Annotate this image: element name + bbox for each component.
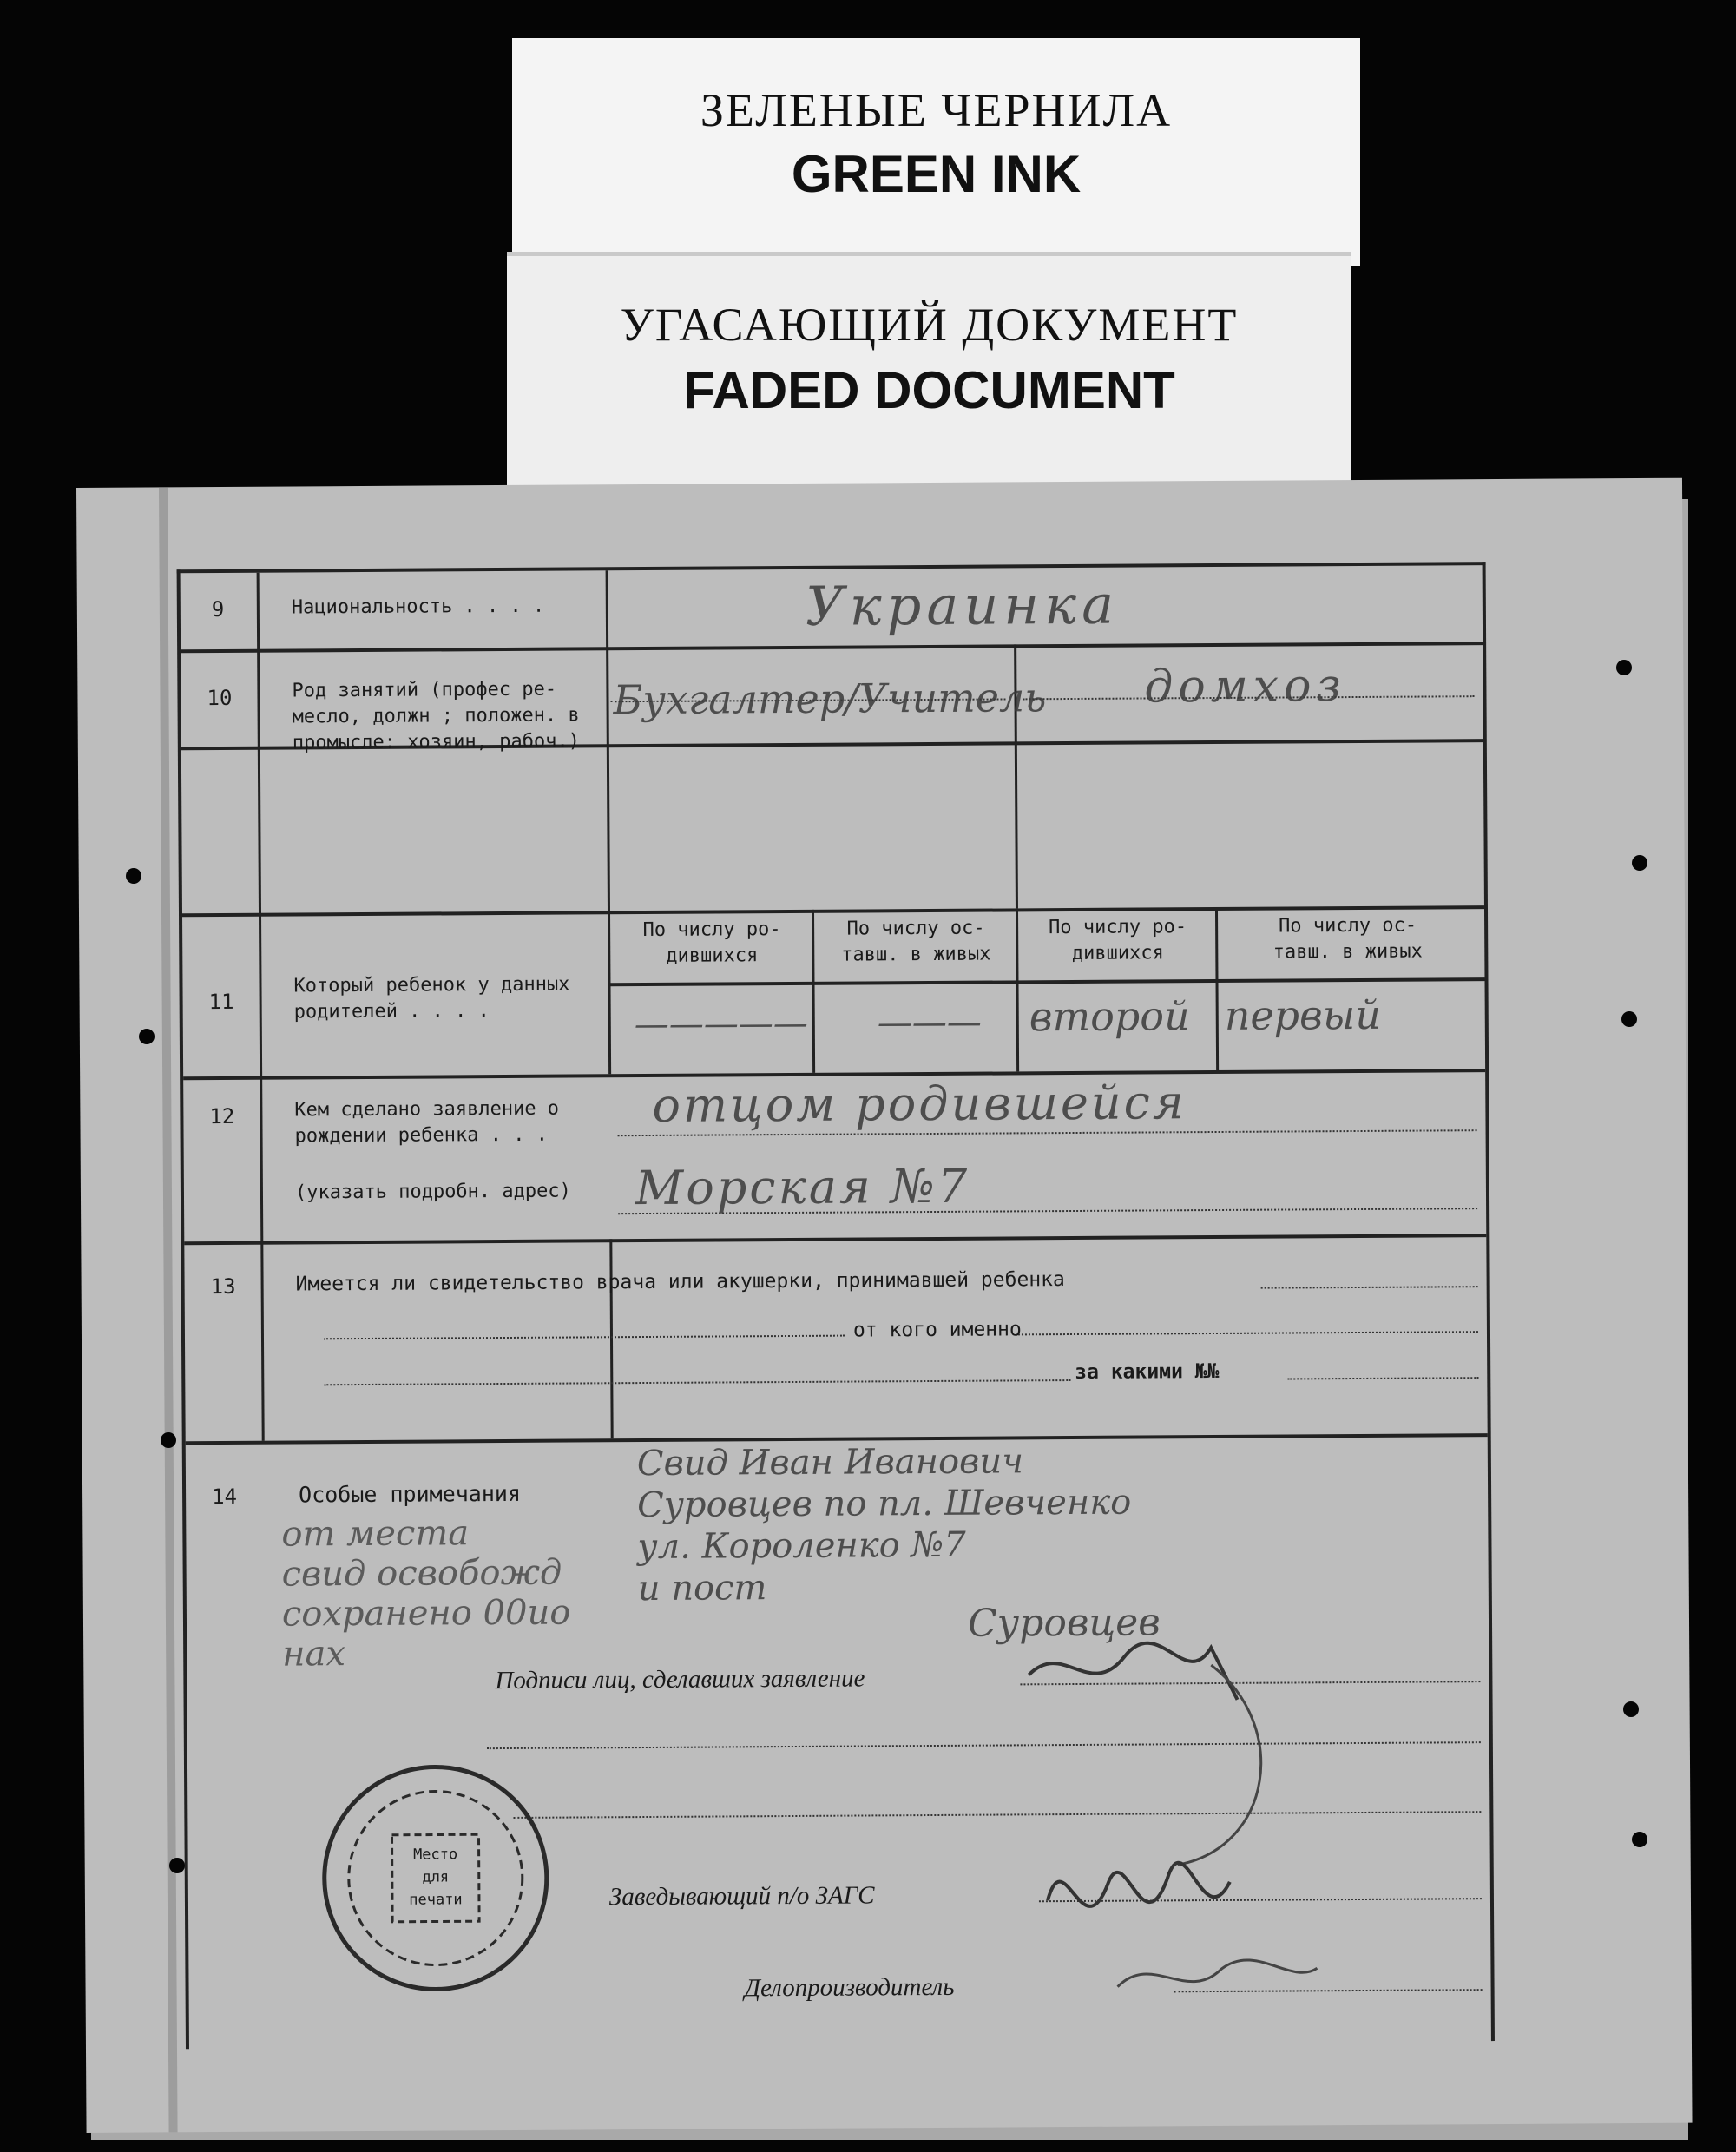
child-living-value-1: ——— bbox=[877, 1002, 982, 1043]
punch-hole bbox=[1621, 1011, 1637, 1027]
row-number-9: 9 bbox=[211, 596, 225, 622]
surname-signature: Суровцев bbox=[967, 1600, 1161, 1646]
registry-head-label: Заведывающий п/о ЗАГС bbox=[608, 1881, 875, 1912]
dotted-line bbox=[487, 1741, 1481, 1749]
dotted-line bbox=[1287, 1377, 1478, 1379]
row-divider bbox=[181, 642, 1483, 653]
numbers-label: за какими №№ bbox=[1075, 1359, 1220, 1384]
official-seal bbox=[318, 1760, 554, 1997]
dotted-line bbox=[324, 1379, 1070, 1385]
child-column-rule bbox=[812, 910, 815, 1073]
occupation-label: Род занятий (профес ре- месло, должн ; положен. в промысле: хозяин, рабоч.) bbox=[292, 678, 581, 754]
child-header-born-1: По числу ро- дившихся bbox=[642, 918, 781, 967]
declarant-address-value: Морская №7 bbox=[635, 1158, 970, 1216]
declarant-value: отцом родившейся bbox=[652, 1075, 1187, 1133]
child-living-value-2: первый bbox=[1224, 990, 1382, 1039]
from-whom-label: от кого именно bbox=[852, 1318, 1022, 1342]
child-order-label: Который ребенок у данных родителей . . . . bbox=[293, 973, 570, 1023]
child-header-born-2: По числу ро- дившихся bbox=[1049, 916, 1187, 965]
child-header-living-1: По числу ос- тавш. в живых bbox=[841, 917, 991, 966]
special-notes-handwritten: от места свид освобожд сохранено 00ио нах bbox=[281, 1513, 571, 1675]
punch-hole bbox=[1623, 1701, 1639, 1717]
child-born-value-2: второй bbox=[1029, 992, 1190, 1041]
row-number-12: 12 bbox=[209, 1103, 235, 1129]
dotted-line bbox=[1261, 1286, 1478, 1289]
number-column-rule bbox=[257, 573, 265, 1441]
row-number-14: 14 bbox=[212, 1484, 238, 1510]
sheet-fold bbox=[159, 487, 178, 2132]
dotted-line bbox=[324, 1335, 845, 1340]
row-divider bbox=[184, 1234, 1486, 1245]
green-ink-label-ru: ЗЕЛЕНЫЕ ЧЕРНИЛА bbox=[700, 84, 1173, 136]
nationality-value: Украинка bbox=[805, 572, 1120, 638]
punch-hole bbox=[1616, 660, 1632, 675]
child-column-rule bbox=[1215, 907, 1219, 1070]
special-notes-label: Особые примечания bbox=[299, 1480, 522, 1508]
form-table bbox=[177, 562, 1495, 2049]
applicants-signature-label: Подписи лиц, сделавших заявление bbox=[495, 1664, 865, 1695]
parent-column-rule bbox=[1016, 908, 1019, 1071]
occupation-mother-value: домхоз bbox=[1144, 660, 1346, 714]
signature-scribbles bbox=[1011, 1621, 1326, 2039]
dotted-line bbox=[513, 1811, 1481, 1819]
record-sheet bbox=[76, 478, 1693, 2133]
dotted-line bbox=[1018, 1331, 1478, 1335]
green-ink-label-en: GREEN INK bbox=[791, 145, 1082, 203]
punch-hole bbox=[139, 1029, 155, 1044]
child-header-living-2: По числу ос- тавш. в живых bbox=[1272, 914, 1423, 964]
punch-hole bbox=[126, 868, 141, 884]
address-label: (указать подробн. адрес) bbox=[294, 1180, 571, 1204]
doctor-certificate-question: Имеется ли свидетельство врача или акушерки, принимавшей ребенка bbox=[295, 1268, 1065, 1296]
row-number-13: 13 bbox=[210, 1273, 236, 1300]
punch-hole bbox=[169, 1858, 185, 1873]
punch-hole bbox=[161, 1432, 176, 1448]
declarant-label: Кем сделано заявление о рождении ребенка . . . bbox=[294, 1097, 560, 1148]
special-notes-value: Свид Иван Иванович Суровцев по пл. Шевченко ул. Короленко №7 и пост bbox=[636, 1441, 1132, 1609]
child-born-value-1: ————— bbox=[634, 1003, 808, 1045]
occupation-father-value: Бухгалтер/Учитель bbox=[613, 674, 1047, 724]
punch-hole bbox=[1632, 1832, 1647, 1847]
faded-document-label-ru: УГАСАЮЩИЙ ДОКУМЕНТ bbox=[620, 299, 1239, 351]
child-header-rule bbox=[608, 977, 1484, 986]
faded-document-label bbox=[507, 252, 1351, 492]
punch-hole bbox=[1632, 855, 1647, 871]
clerk-label: Делопроизводитель bbox=[744, 1972, 955, 2003]
faded-document-label-en: FADED DOCUMENT bbox=[683, 361, 1175, 419]
seal-placeholder-text: Место для печати bbox=[409, 1846, 463, 1909]
nationality-label: Национальность . . . . bbox=[291, 595, 545, 619]
row-number-11: 11 bbox=[208, 989, 234, 1015]
green-ink-label bbox=[512, 38, 1360, 266]
row-number-10: 10 bbox=[207, 685, 233, 711]
